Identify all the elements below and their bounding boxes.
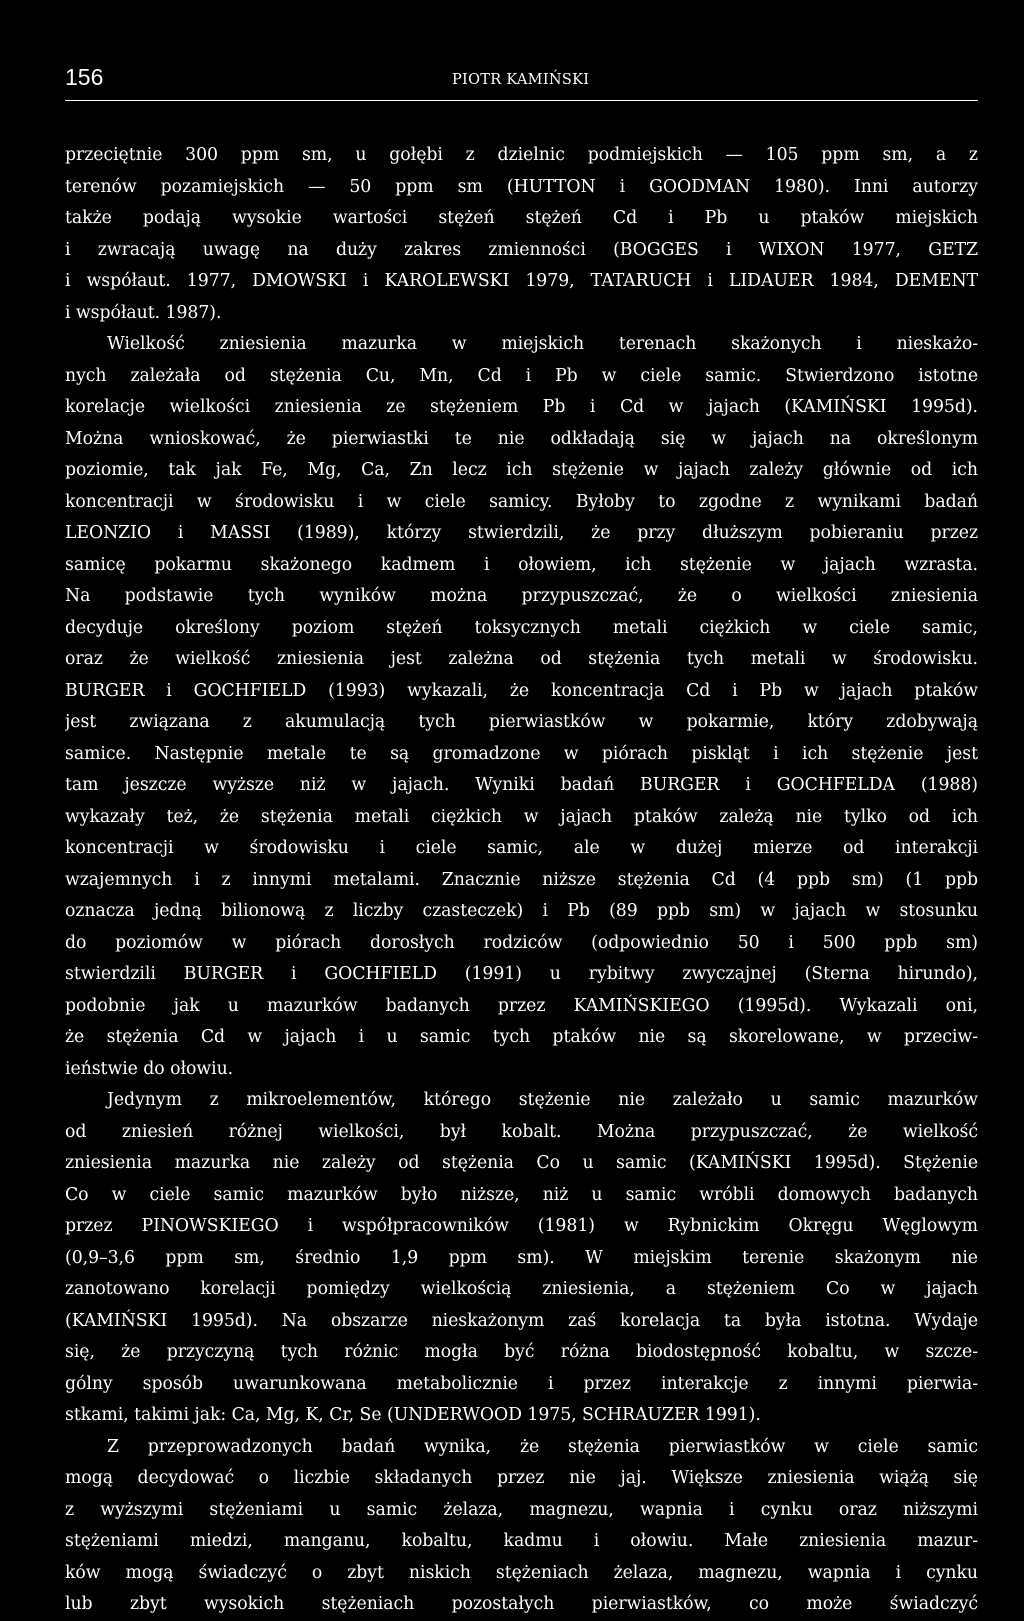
text-line: samicę pokarmu skażonego kadmem i ołowiem, ich stężenie w jajach wzrasta. bbox=[65, 554, 978, 575]
text-line: nych zależała od stężenia Cu, Mn, Cd i Pb w ciele samic. Stwierdzono istotne bbox=[65, 365, 978, 386]
text-line: oraz że wielkość zniesienia jest zależna od stężenia tych metali w środowisku. bbox=[65, 649, 978, 669]
text-line: także podają wysokie wartości stężeń stężeń Cd i Pb u ptaków miejskich bbox=[65, 208, 978, 228]
text-line: podobnie jak u mazurków badanych przez KAMIŃSKIEGO (1995d). Wykazali oni, bbox=[65, 995, 978, 1016]
text-line: z wyższymi stężeniami u samic żelaza, magnezu, wapnia i cynku oraz niższymi bbox=[65, 1499, 978, 1520]
text-line: terenów pozamiejskich — 50 ppm sm (HUTTON i GOODMAN 1980). Inni autorzy bbox=[65, 176, 978, 197]
text-line: gólny sposób uwarunkowana metabolicznie i przez interakcje z innymi pierwia- bbox=[65, 1373, 978, 1394]
text-line: stężeniami miedzi, manganu, kobaltu, kadmu i ołowiu. Małe zniesienia mazur- bbox=[65, 1531, 978, 1551]
text-line: zniesienia mazurka nie zależy od stężenia Co u samic (KAMIŃSKI 1995d). Stężenie bbox=[65, 1153, 978, 1173]
text-line: samice. Następnie metale te są gromadzone w piórach piskląt i ich stężenie jest bbox=[65, 743, 978, 764]
text-line: koncentracji w środowisku i ciele samic, ale w dużej mierze od interakcji bbox=[65, 838, 978, 858]
text-line: mogą decydować o liczbie składanych przez nie jaj. Większe zniesienia wiążą się bbox=[65, 1468, 978, 1488]
text-line: oznacza jedną bilionową z liczby czasteczek) i Pb (89 ppb sm) w jajach w stosunku bbox=[65, 901, 978, 921]
text-line: ieństwie do ołowiu. bbox=[65, 1058, 234, 1079]
text-line: wzajemnych i z innymi metalami. Znacznie niższe stężenia Cd (4 ppb sm) (1 ppb bbox=[65, 869, 978, 890]
text-line: koncentracji w środowisku i w ciele samicy. Byłoby to zgodne z wynikami badań bbox=[65, 491, 978, 512]
running-title-author: PIOTR KAMIŃSKI bbox=[452, 72, 590, 88]
text-line: do poziomów w piórach dorosłych rodziców (odpowiednio 50 i 500 ppb sm) bbox=[65, 932, 978, 953]
text-line: się, że przyczyną tych różnic mogła być różna biodostępność kobaltu, w szcze- bbox=[65, 1342, 978, 1362]
text-line-paragraph-start: Jedynym z mikroelementów, którego stężenie nie zależało u samic mazurków bbox=[107, 1090, 978, 1110]
page-number: 156 bbox=[65, 64, 104, 90]
text-line: przez PINOWSKIEGO i współpracowników (1981) w Rybnickim Okręgu Węglowym bbox=[65, 1216, 978, 1236]
text-line: (KAMIŃSKI 1995d). Na obszarze nieskażonym zaś korelacja ta była istotna. Wydaje bbox=[65, 1310, 978, 1331]
body-text bbox=[65, 140, 978, 1621]
text-line: od zniesień różnej wielkości, był kobalt. Można przypuszczać, że wielkość bbox=[65, 1121, 978, 1142]
text-line: BURGER i GOCHFIELD (1993) wykazali, że koncentracja Cd i Pb w jajach ptaków bbox=[65, 680, 978, 701]
text-line: Można wnioskować, że pierwiastki te nie odkładają się w jajach na określonym bbox=[65, 428, 978, 449]
text-line: ków mogą świadczyć o zbyt niskich stężeniach żelaza, magnezu, wapnia i cynku bbox=[65, 1562, 978, 1583]
text-line: decyduje określony poziom stężeń toksycznych metali ciężkich w ciele samic, bbox=[65, 617, 978, 638]
running-head bbox=[65, 60, 978, 101]
text-line: przeciętnie 300 ppm sm, u gołębi z dzielnic podmiejskich — 105 ppm sm, a z bbox=[65, 145, 978, 165]
text-line: (0,9–3,6 ppm sm, średnio 1,9 ppm sm). W miejskim terenie skażonym nie bbox=[65, 1247, 978, 1268]
text-line: stkami, takimi jak: Ca, Mg, K, Cr, Se (UNDERWOOD 1975, SCHRAUZER 1991). bbox=[65, 1405, 761, 1425]
text-line: jest związana z akumulacją tych pierwiastków w pokarmie, który zdobywają bbox=[65, 712, 978, 732]
text-line: zanotowano korelacji pomiędzy wielkością zniesienia, a stężeniem Co w jajach bbox=[65, 1279, 978, 1299]
text-line: tam jeszcze wyższe niż w jajach. Wyniki badań BURGER i GOCHFELDA (1988) bbox=[65, 775, 978, 795]
text-line: LEONZIO i MASSI (1989), którzy stwierdzili, że przy dłuższym pobieraniu przez bbox=[65, 523, 978, 543]
text-line: i współaut. 1987). bbox=[65, 302, 222, 323]
document-page bbox=[65, 60, 978, 1621]
text-line: Na podstawie tych wyników można przypuszczać, że o wielkości zniesienia bbox=[65, 586, 978, 606]
text-line: lub zbyt wysokich stężeniach pozostałych pierwiastków, co może świadczyć bbox=[65, 1594, 978, 1614]
text-line: wykazały też, że stężenia metali ciężkich w jajach ptaków zależą nie tylko od ich bbox=[65, 806, 978, 827]
text-line: stwierdzili BURGER i GOCHFIELD (1991) u rybitwy zwyczajnej (Sterna hirundo), bbox=[65, 964, 978, 984]
text-line-paragraph-start: Wielkość zniesienia mazurka w miejskich terenach skażonych i nieskażo- bbox=[107, 334, 978, 354]
text-line: Co w ciele samic mazurków było niższe, niż u samic wróbli domowych badanych bbox=[65, 1184, 978, 1205]
text-line: i zwracają uwagę na duży zakres zmienności (BOGGES i WIXON 1977, GETZ bbox=[65, 239, 978, 260]
text-line-paragraph-start: Z przeprowadzonych badań wynika, że stężenia pierwiastków w ciele samic bbox=[107, 1436, 978, 1457]
text-line: poziomie, tak jak Fe, Mg, Ca, Zn lecz ich stężenie w jajach zależy głównie od ich bbox=[65, 460, 978, 480]
text-line: i współaut. 1977, DMOWSKI i KAROLEWSKI 1979, TATARUCH i LIDAUER 1984, DEMENT bbox=[65, 271, 978, 291]
text-line: korelacje wielkości zniesienia ze stężeniem Pb i Cd w jajach (KAMIŃSKI 1995d). bbox=[65, 397, 978, 417]
text-line: że stężenia Cd w jajach i u samic tych ptaków nie są skorelowane, w przeciw- bbox=[65, 1027, 978, 1047]
